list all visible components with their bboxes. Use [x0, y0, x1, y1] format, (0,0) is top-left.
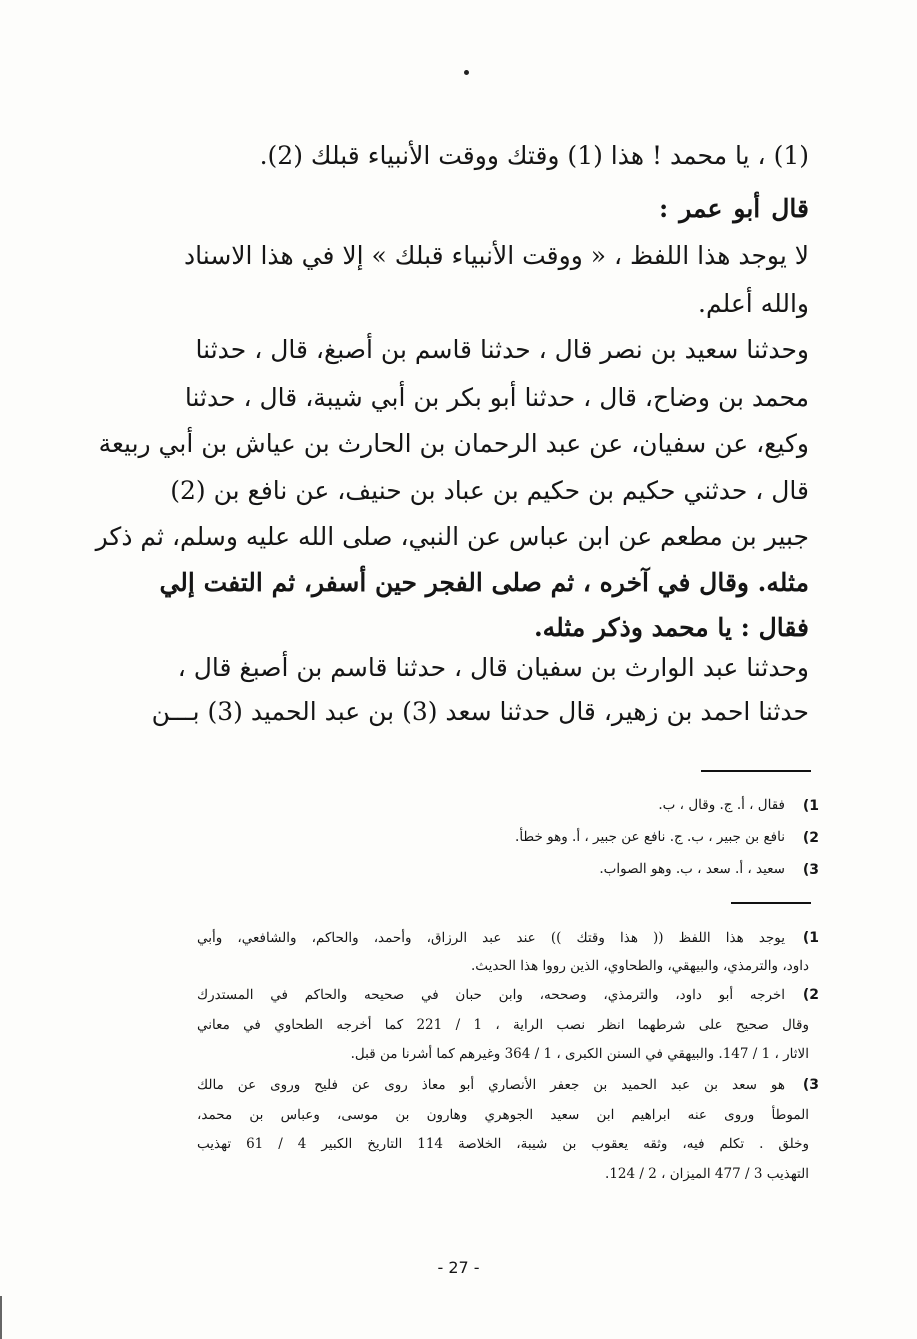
- variant-note-number: (3: [802, 862, 819, 878]
- variant-note: سعيد ، أ. سعد ، ب. وهو الصواب.: [599, 861, 785, 877]
- scan-edge: [0, 1296, 2, 1339]
- footnote-line: الموطأ وروى عنه ابراهيم ابن سعيد الجوهري وهارون بن موسى، وعباس بن محمد،: [197, 1107, 809, 1123]
- main-line-9: جبير بن مطعم عن ابن عباس عن النبي، صلى الله عليه وسلم، ثم ذكر: [95, 522, 809, 551]
- variant-note-number: (1: [802, 798, 819, 814]
- footnote-line: وقال صحيح على شرطهما انظر نصب الراية ، 1 / 221 كما أخرجه الطحاوي في معاني: [197, 1017, 809, 1033]
- page-number: - 27 -: [437, 1258, 480, 1277]
- footnote-number: (1: [802, 930, 819, 946]
- main-line-3: لا يوجد هذا اللفظ ، « ووقت الأنبياء قبلك » إلا في هذا الاسناد: [184, 241, 809, 270]
- variant-note: فقال ، أ. ج. وقال ، ب.: [658, 797, 785, 813]
- main-line-12: وحدثنا عبد الوارث بن سفيان قال ، حدثنا قاسم بن أصبغ قال ،: [177, 653, 809, 682]
- variant-note-number: (2: [802, 830, 819, 846]
- footnote-line: اخرجه أبو داود، والترمذي، وصححه، وابن حبان في صحيحه والحاكم في المستدرك: [197, 987, 785, 1003]
- main-line-8: قال ، حدثني حكيم بن حكيم بن عباد بن حنيف، عن نافع بن (2): [170, 476, 809, 505]
- footnote-line: الاثار ، 1 / 147. والبيهقي في السنن الكبرى ، 1 / 364 وغيرهم كما أشرنا من قبل.: [350, 1046, 809, 1062]
- footnote-number: (2: [802, 987, 819, 1003]
- variant-note: نافع بن جبير ، ب. ج. نافع عن جبير ، أ. وهو خطأ.: [515, 829, 785, 845]
- main-line-5: وحدثنا سعيد بن نصر قال ، حدثنا قاسم بن أصبغ، قال ، حدثنا: [195, 335, 809, 364]
- footnote-line: داود، والترمذي، والبيهقي، والطحاوي، الذين رووا هذا الحديث.: [471, 958, 809, 974]
- main-line-13: حدثنا احمد بن زهير، قال حدثنا سعد (3) بن عبد الحميد (3) بـــن: [151, 697, 809, 726]
- main-line-6: محمد بن وضاح، قال ، حدثنا أبو بكر بن أبي شيبة، قال ، حدثنا: [184, 383, 809, 412]
- footnote-line: وخلق . تكلم فيه، وثقه يعقوب بن شيبة، الخلاصة 114 التاريخ الكبير 4 / 61 تهذيب: [197, 1136, 809, 1152]
- footnotes-separator: [731, 902, 811, 904]
- main-line-2-heading: قال أبو عمر :: [659, 194, 809, 223]
- footnote-line: يوجد هذا اللفظ (( هذا وقتك )) عند عبد الرزاق، وأحمد، والحاكم، والشافعي، وأبي: [197, 930, 785, 946]
- main-line-4: والله أعلم.: [698, 289, 809, 318]
- footnote-line: التهذيب 3 / 477 الميزان ، 2 / 124.: [605, 1166, 809, 1182]
- main-line-7: وكيع، عن سفيان، عن عبد الرحمان بن الحارث بن عياش بن أبي ربيعة: [98, 429, 809, 458]
- main-line-10: مثله. وقال في آخره ، ثم صلى الفجر حين أسفر، ثم التفت إلي: [159, 568, 809, 597]
- notes-separator: [701, 770, 811, 772]
- footnote-number: (3: [802, 1077, 819, 1093]
- main-line-1: (1) ، يا محمد ! هذا (1) وقتك ووقت الأنبياء قبلك (2).: [259, 141, 809, 170]
- footnote-line: هو سعد بن عبد الحميد بن جعفر الأنصاري أبو معاذ روى عن فليح وروى عن مالك: [197, 1077, 785, 1093]
- main-line-11: فقال : يا محمد وذكر مثله.: [533, 613, 809, 642]
- ink-dot: [464, 70, 469, 75]
